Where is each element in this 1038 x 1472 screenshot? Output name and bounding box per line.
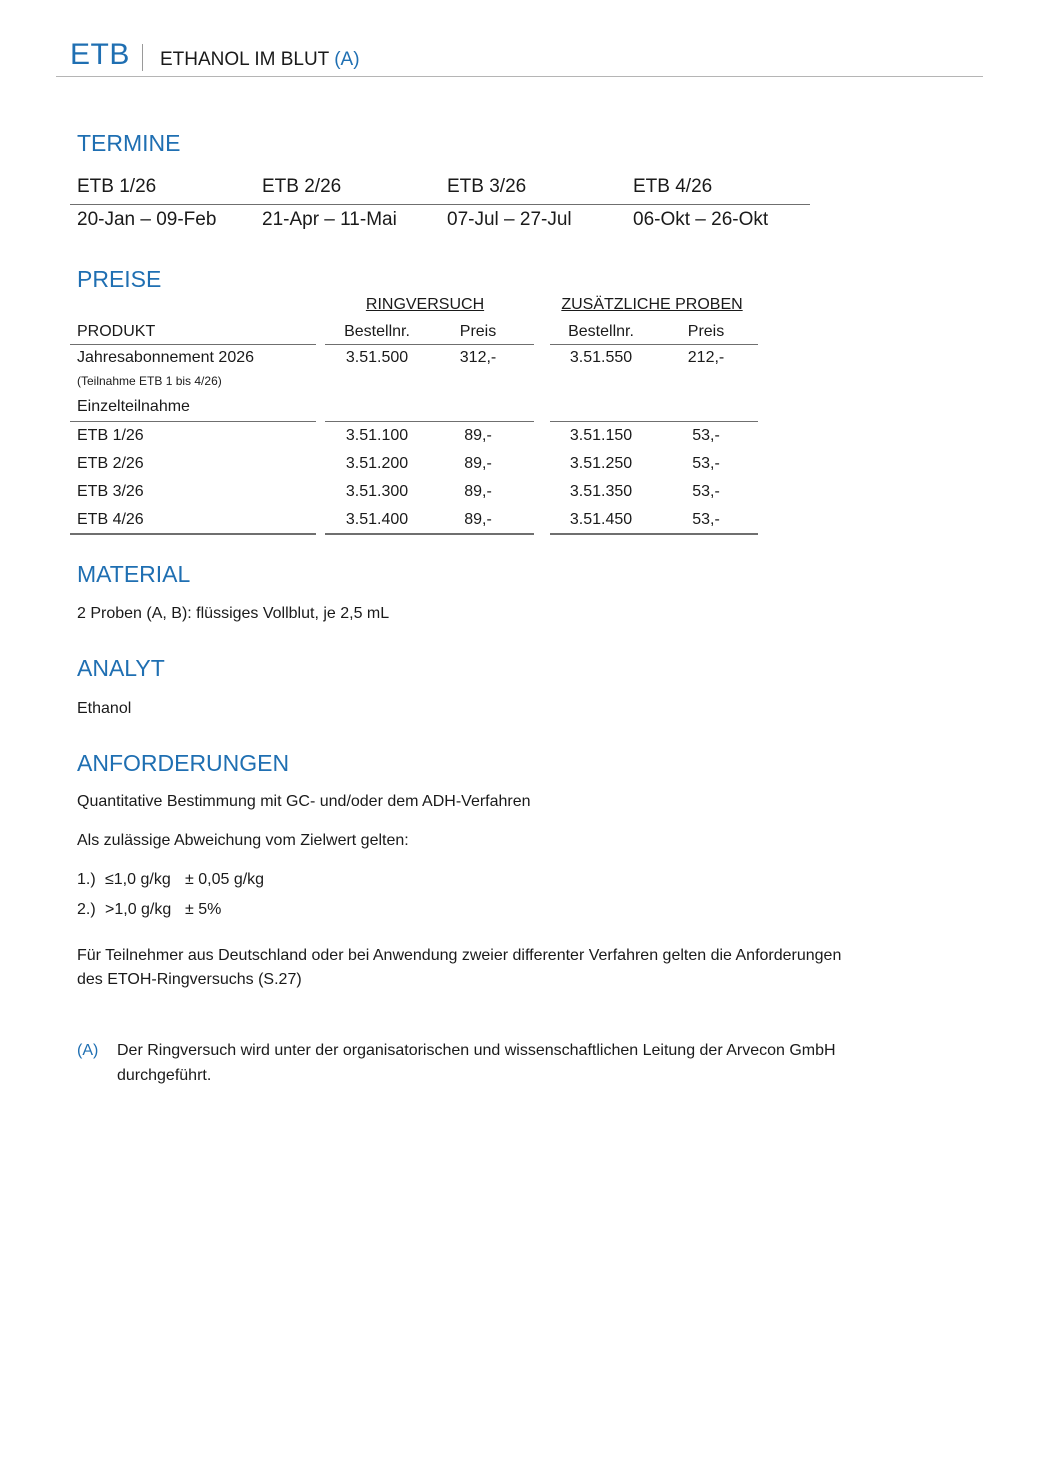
header-separator <box>142 44 143 71</box>
preise-group-ringversuch: RINGVERSUCH <box>365 296 485 313</box>
preise-bottom-rule <box>325 533 534 535</box>
termine-round-dates: 07-Jul – 27-Jul <box>447 209 572 230</box>
termine-round-dates: 06-Okt – 26-Okt <box>633 209 769 230</box>
preise-abo-name: Jahresabonnement 2026 <box>77 349 255 366</box>
preise-row-name: ETB 3/26 <box>77 483 144 500</box>
preise-header-rule <box>70 344 316 345</box>
termine-divider <box>70 204 810 205</box>
preise-col-produkt: PRODUKT <box>77 323 156 340</box>
criterion-number: 2.) <box>77 901 96 918</box>
preise-col-preis: Preis <box>687 323 725 340</box>
criterion-range: ≤1,0 g/kg <box>105 871 171 888</box>
preise-row-name: ETB 4/26 <box>77 511 144 528</box>
preise-row-ring-nr: 3.51.200 <box>345 455 409 472</box>
preise-row-ring-nr: 3.51.100 <box>345 427 409 444</box>
criterion-range: >1,0 g/kg <box>105 901 172 918</box>
preise-row-extra-price: 53,- <box>692 483 720 500</box>
criterion-number: 1.) <box>77 871 96 888</box>
preise-bottom-rule <box>550 533 758 535</box>
anforderungen-note-line: des ETOH-Ringversuchs (S.27) <box>77 971 302 988</box>
preise-row-extra-nr: 3.51.350 <box>569 483 633 500</box>
anforderungen-note-line: Für Teilnehmer aus Deutschland oder bei Anwendung zweier differenter Verfahren gelten die Anforderungen <box>77 947 842 964</box>
preise-abo-note: (Teilnahme ETB 1 bis 4/26) <box>77 374 222 388</box>
footnote-line: durchgeführt. <box>117 1067 212 1084</box>
preise-header-rule <box>325 344 534 345</box>
anforderungen-deviation-intro: Als zulässige Abweichung vom Zielwert gelten: <box>77 832 409 849</box>
page-title-footnote-mark: (A) <box>334 49 360 70</box>
preise-row-ring-price: 89,- <box>464 483 492 500</box>
preise-abo-ring-price: 312,- <box>459 349 497 366</box>
termine-round-dates: 21-Apr – 11-Mai <box>262 209 397 230</box>
preise-row-name: ETB 1/26 <box>77 427 144 444</box>
termine-round-label: ETB 4/26 <box>633 176 713 197</box>
termine-round-dates: 20-Jan – 09-Feb <box>77 209 217 230</box>
preise-einzel-rule <box>70 421 316 422</box>
preise-col-bestellnr: Bestellnr. <box>344 323 410 340</box>
preise-row-ring-nr: 3.51.300 <box>345 483 409 500</box>
preise-einzel-rule <box>325 421 534 422</box>
preise-bottom-rule <box>70 533 316 535</box>
section-material-heading: MATERIAL <box>77 561 191 587</box>
analyt-text: Ethanol <box>77 700 132 717</box>
section-analyt-heading: ANALYT <box>77 655 165 681</box>
preise-row-extra-price: 53,- <box>692 427 720 444</box>
preise-row-extra-nr: 3.51.450 <box>569 511 633 528</box>
preise-row-ring-price: 89,- <box>464 511 492 528</box>
footnote-mark: (A) <box>77 1042 99 1059</box>
termine-round-label: ETB 3/26 <box>447 176 527 197</box>
preise-einzel-label: Einzelteilnahme <box>77 398 190 415</box>
preise-row-ring-price: 89,- <box>464 455 492 472</box>
preise-group-zusaetzliche-proben: ZUSÄTZLICHE PROBEN <box>561 296 743 313</box>
preise-row-extra-nr: 3.51.250 <box>569 455 633 472</box>
section-anforderungen-heading: ANFORDERUNGEN <box>77 750 290 776</box>
preise-row-extra-price: 53,- <box>692 511 720 528</box>
criterion-tolerance: ± 0,05 g/kg <box>185 871 265 888</box>
preise-abo-extra-nr: 3.51.550 <box>569 349 633 366</box>
preise-row-name: ETB 2/26 <box>77 455 144 472</box>
section-termine-heading: TERMINE <box>77 130 181 156</box>
material-text: 2 Proben (A, B): flüssiges Vollblut, je 2,5 mL <box>77 605 390 622</box>
page-code: ETB <box>70 38 130 71</box>
page-title <box>160 49 360 71</box>
preise-abo-extra-price: 212,- <box>687 349 725 366</box>
preise-abo-ring-nr: 3.51.500 <box>345 349 409 366</box>
footnote-line: Der Ringversuch wird unter der organisatorischen und wissenschaftlichen Leitung der Arvecon GmbH <box>117 1042 836 1059</box>
preise-col-bestellnr: Bestellnr. <box>568 323 634 340</box>
preise-header-rule <box>550 344 758 345</box>
termine-round-label: ETB 2/26 <box>262 176 342 197</box>
criterion-tolerance: ± 5% <box>185 901 222 918</box>
preise-row-extra-nr: 3.51.150 <box>569 427 633 444</box>
preise-row-ring-price: 89,- <box>464 427 492 444</box>
preise-row-extra-price: 53,- <box>692 455 720 472</box>
preise-einzel-rule <box>550 421 758 422</box>
preise-col-preis: Preis <box>459 323 497 340</box>
preise-row-ring-nr: 3.51.400 <box>345 511 409 528</box>
page-title-text: ETHANOL IM BLUT <box>160 49 329 70</box>
termine-round-label: ETB 1/26 <box>77 176 157 197</box>
header-rule <box>56 76 983 77</box>
section-preise-heading: PREISE <box>77 266 162 292</box>
anforderungen-intro: Quantitative Bestimmung mit GC- und/oder dem ADH-Verfahren <box>77 793 531 810</box>
